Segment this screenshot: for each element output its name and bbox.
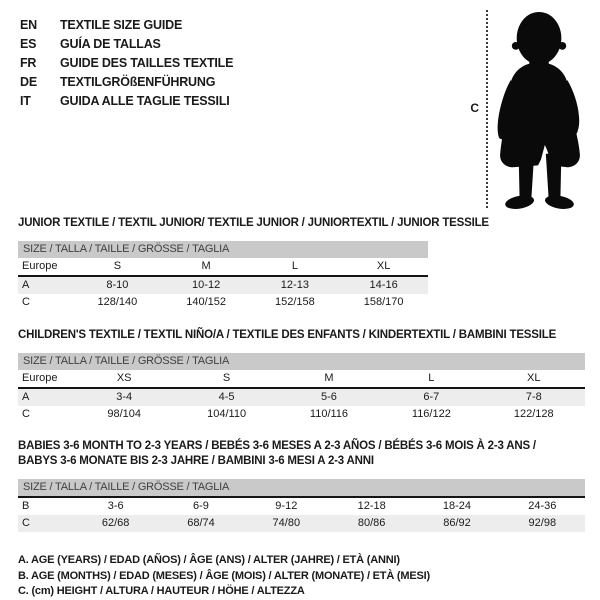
babies-table-title <box>18 439 585 469</box>
babies-title-line2: BABYS 3-6 MONATE BIS 2-3 JAHRE / BAMBINI 3-6 MESI A 2-3 ANNI <box>18 455 374 467</box>
europe-sizes-row <box>18 258 428 276</box>
table-row-a <box>18 276 428 294</box>
language-row <box>20 92 233 111</box>
language-code: IT <box>20 94 31 108</box>
table-row-c <box>18 515 585 532</box>
table-row-b <box>18 497 585 515</box>
baby-silhouette-icon <box>494 10 586 210</box>
height-dotted-line <box>486 10 488 208</box>
size-cell: XL <box>339 258 428 276</box>
value-cell: 116/122 <box>411 408 451 420</box>
value-cell: 18-24 <box>442 500 472 512</box>
footnotes <box>18 553 585 600</box>
table-row-c <box>18 406 585 423</box>
language-row <box>20 54 233 73</box>
size-header-row <box>18 479 585 497</box>
header <box>0 0 600 206</box>
value-cell: 6-7 <box>380 388 482 406</box>
language-title: GUÍA DE TALLAS <box>60 37 161 51</box>
row-label: A <box>18 388 73 406</box>
value-cell: 12-13 <box>251 276 340 294</box>
language-row <box>20 73 233 92</box>
language-code: DE <box>20 75 37 89</box>
size-cell: S <box>175 370 277 388</box>
value-cell: 10-12 <box>162 276 251 294</box>
measure-c-label: C <box>470 101 479 115</box>
value-cell: 140/152 <box>186 296 226 308</box>
value-cell: 24-36 <box>528 500 557 512</box>
table-row-a <box>18 388 585 406</box>
row-label: C <box>22 408 30 420</box>
language-title-list <box>20 10 233 206</box>
language-code: FR <box>20 56 37 70</box>
childrens-textile-section <box>18 328 585 423</box>
size-header-row <box>18 353 585 370</box>
value-cell: 128/140 <box>97 296 138 308</box>
europe-sizes-row <box>18 370 585 388</box>
junior-textile-section <box>18 216 585 311</box>
value-cell: 74/80 <box>244 515 329 532</box>
size-header-bar: SIZE / TALLA / TAILLE / GRÖSSE / TAGLIA <box>18 353 585 370</box>
value-cell: 122/128 <box>513 408 554 420</box>
junior-size-table <box>18 241 428 311</box>
footnote-a: A. AGE (YEARS) / EDAD (AÑOS) / ÂGE (ANS) / ALTER (JAHRE) / ETÀ (ANNI) <box>18 554 400 566</box>
babies-title-line1: BABIES 3-6 MONTH TO 2-3 YEARS / BEBÉS 3-6 MESES A 2-3 AÑOS / BÉBÉS 3-6 MOIS À 2-3 ANS / <box>18 440 536 452</box>
value-cell: 3-6 <box>107 500 124 512</box>
footnote-c: C. (cm) HEIGHT / ALTURA / HAUTEUR / HÖHE / ALTEZZA <box>18 585 305 597</box>
value-cell: 86/92 <box>414 515 499 532</box>
value-cell: 12-18 <box>357 500 386 512</box>
babies-textile-section <box>18 439 585 532</box>
value-cell: 5-6 <box>278 388 380 406</box>
region-label: Europe <box>18 258 73 276</box>
height-measure-figure <box>470 10 586 206</box>
size-cell: L <box>380 370 482 388</box>
size-cell: M <box>278 370 380 388</box>
language-title: TEXTILE SIZE GUIDE <box>60 18 183 32</box>
size-cell: XL <box>483 370 585 388</box>
region-label: Europe <box>18 370 73 388</box>
childrens-size-table <box>18 353 585 423</box>
size-header-row <box>18 241 428 258</box>
row-label: A <box>18 276 73 294</box>
value-cell: 3-4 <box>73 388 175 406</box>
language-title: TEXTILGRÖßENFÜHRUNG <box>60 75 216 89</box>
footnote-b: B. AGE (MONTHS) / EDAD (MESES) / ÂGE (MOIS) / ALTER (MONATE) / ETÀ (MESI) <box>18 569 430 582</box>
value-cell: 62/68 <box>73 515 158 532</box>
value-cell: 7-8 <box>483 388 585 406</box>
row-label: C <box>22 296 30 308</box>
size-cell: S <box>73 258 162 276</box>
language-code: ES <box>20 37 37 51</box>
value-cell: 98/104 <box>107 408 142 420</box>
row-label: C <box>18 515 73 532</box>
row-label: B <box>22 500 30 512</box>
value-cell: 6-9 <box>193 500 209 512</box>
value-cell: 92/98 <box>500 515 585 532</box>
size-cell: XS <box>73 370 175 388</box>
childrens-table-title: CHILDREN'S TEXTILE / TEXTIL NIÑO/A / TEXTILE DES ENFANTS / KINDERTEXTIL / BAMBINI TESSILE <box>18 329 557 341</box>
size-cell: L <box>251 258 340 276</box>
babies-size-table <box>18 479 585 532</box>
size-cell: M <box>162 258 251 276</box>
table-row-c <box>18 294 428 311</box>
language-title: GUIDA ALLE TAGLIE TESSILI <box>60 94 230 108</box>
value-cell: 14-16 <box>339 276 428 294</box>
value-cell: 4-5 <box>175 388 277 406</box>
language-code: EN <box>20 18 37 32</box>
language-row <box>20 16 233 35</box>
value-cell: 152/158 <box>274 296 315 308</box>
value-cell: 110/116 <box>309 408 349 420</box>
value-cell: 104/110 <box>207 408 247 420</box>
value-cell: 9-12 <box>275 500 298 512</box>
value-cell: 8-10 <box>73 276 162 294</box>
junior-table-title: JUNIOR TEXTILE / TEXTIL JUNIOR/ TEXTILE JUNIOR / JUNIORTEXTIL / JUNIOR TESSILE <box>18 217 489 229</box>
size-header-bar: SIZE / TALLA / TAILLE / GRÖSSE / TAGLIA <box>18 479 585 497</box>
language-row <box>20 35 233 54</box>
value-cell: 158/170 <box>363 296 404 308</box>
value-cell: 68/74 <box>158 515 243 532</box>
size-header-bar: SIZE / TALLA / TAILLE / GRÖSSE / TAGLIA <box>18 241 428 258</box>
language-title: GUIDE DES TAILLES TEXTILE <box>60 56 234 70</box>
value-cell: 80/86 <box>329 515 414 532</box>
